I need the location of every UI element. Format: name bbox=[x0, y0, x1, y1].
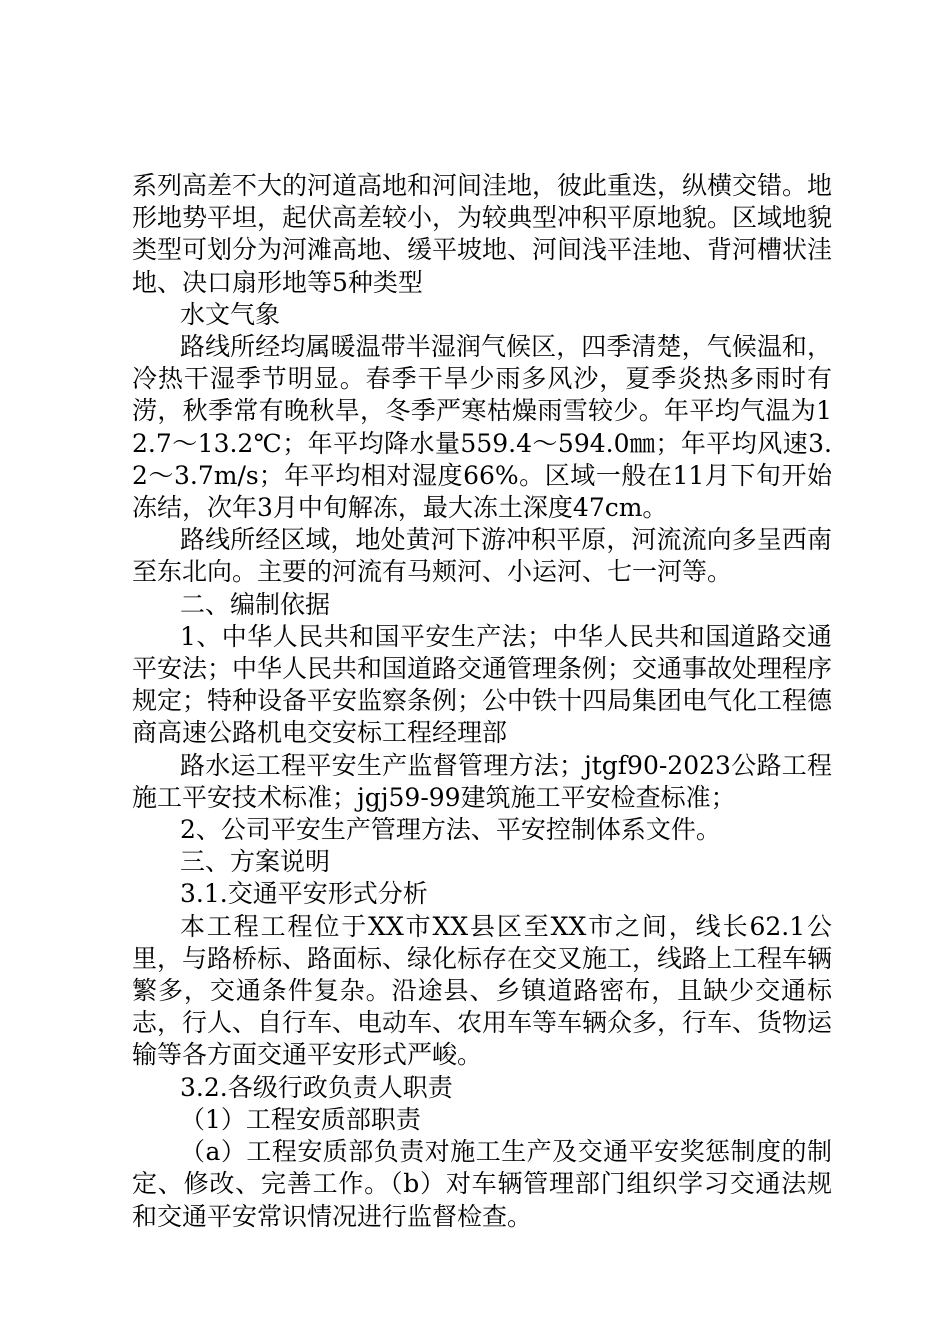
paragraph-laws: 1、中华人民共和国平安生产法；中华人民共和国道路交通平安法；中华人民共和国道路交通管理条例；交通事故处理程序规定；特种设备平安监察条例；公中铁十四局集团电气化工程德商高速公路机电交安标工程经理部 bbox=[132, 621, 833, 748]
paragraph-standards: 路水运工程平安生产监督管理方法；jtgf90-2023公路工程施工平安技术标准；jgj59-99建筑施工平安检查标准； bbox=[132, 750, 832, 812]
heading-responsibilities: 3.2.各级行政负责人职责 bbox=[180, 1072, 453, 1102]
paragraph-company-docs: 2、公司平安生产管理方法、平安控制体系文件。 bbox=[180, 815, 721, 845]
paragraph-traffic-analysis: 本工程工程位于XX市XX县区至XX市之间，线长62.1公里，与路桥标、路面标、绿化标存在交叉施工，线路上工程车辆繁多，交通条件复杂。沿途县、乡镇道路密布，且缺少交通标志，行人、自行车、电动车、农用车等车辆众多，行车、货物运输等各方面交通平安形式严峻。 bbox=[132, 911, 833, 1070]
paragraph-rivers: 路线所经区域，地处黄河下游冲积平原，河流流向多呈西南至东北向。主要的河流有马颊河、小运河、七一河等。 bbox=[132, 525, 832, 587]
paragraph-safety-dept: （a）工程安质部负责对施工生产及交通平安奖惩制度的制定、修改、完善工作。（b）对车辆管理部门组织学习交通法规和交通平安常识情况进行监督检查。 bbox=[132, 1137, 832, 1231]
heading-plan: 三、方案说明 bbox=[180, 847, 331, 877]
heading-hydrology: 水文气象 bbox=[180, 299, 281, 329]
document-page bbox=[132, 170, 832, 1233]
heading-traffic-analysis: 3.1.交通平安形式分析 bbox=[180, 879, 428, 909]
paragraph-climate: 路线所经均属暖温带半湿润气候区，四季清楚，气候温和，冷热干湿季节明显。春季干旱少雨多风沙，夏季炎热多雨时有涝，秋季常有晚秋旱，冬季严寒枯燥雨雪较少。年平均气温为12.7～13.2℃；年平均降水量559.4～594.0㎜；年平均风速3.2～3.7m/s；年平均相对湿度66%。区域一般在11月下旬开始冻结，次年3月中旬解冻，最大冻土深度47cm。 bbox=[132, 332, 832, 523]
heading-basis: 二、编制依据 bbox=[180, 589, 331, 619]
paragraph-terrain: 系列高差不大的河道高地和河间洼地，彼此重迭，纵横交错。地形地势平坦，起伏高差较小，为较典型冲积平原地貌。区域地貌类型可划分为河滩高地、缓平坡地、河间浅平洼地、背河槽状洼地、决口扇形地等5种类型 bbox=[132, 171, 833, 297]
heading-safety-dept: （1）工程安质部职责 bbox=[180, 1104, 421, 1134]
